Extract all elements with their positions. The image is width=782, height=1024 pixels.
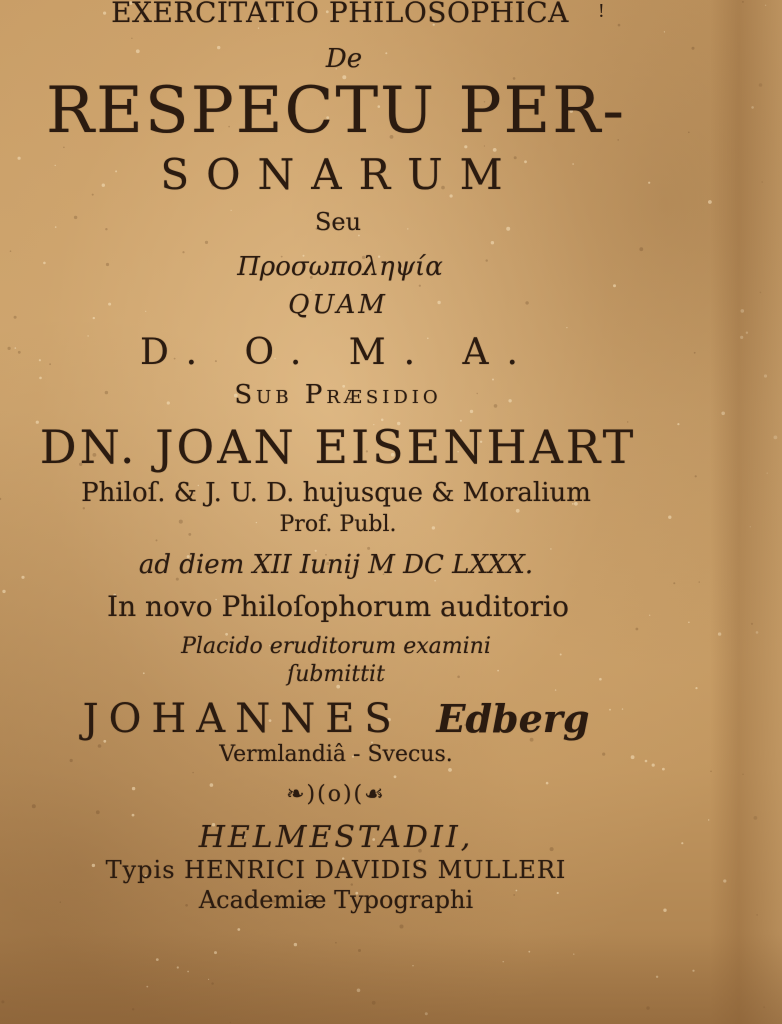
- speckle: [694, 352, 696, 354]
- speckle: [205, 241, 208, 244]
- speckle: [39, 377, 42, 380]
- speckle: [132, 814, 135, 817]
- speckle: [419, 285, 421, 287]
- exercitatio-heading: EXERCITATIO PHILOSOPHICA: [111, 0, 569, 29]
- submittit-line: ſubmittit: [287, 662, 385, 687]
- placido-line: Placido eruditorum examini: [181, 634, 491, 659]
- speckle: [192, 772, 193, 773]
- speckle: [613, 284, 616, 287]
- speckle: [156, 539, 158, 541]
- page-edge-shadow-right: [710, 0, 782, 1024]
- respondent-origin: Vermlandiâ - Svecus.: [219, 742, 453, 767]
- de-label: De: [325, 44, 363, 74]
- praeses-name: DN. JOAN EISENHART: [39, 420, 637, 474]
- praeses-titles: Philoſ. & J. U. D. hujusque & Moralium: [81, 478, 591, 508]
- margin-mark: !: [598, 0, 605, 22]
- speckle: [662, 768, 665, 771]
- speckle: [664, 31, 665, 32]
- speckle: [491, 241, 494, 244]
- speckle: [673, 582, 675, 584]
- respondent-family-name: Edberg: [436, 696, 590, 741]
- speckle: [695, 687, 697, 689]
- speckle: [394, 775, 397, 778]
- disputation-date: ad diem XII Iunij M DC LXXX.: [138, 550, 534, 580]
- quam-label: QUAM: [288, 290, 388, 320]
- speckle: [688, 622, 690, 624]
- speckle: [448, 768, 452, 772]
- prof-publ: Prof. Publ.: [279, 512, 397, 537]
- greek-term: Προσωποληψία: [237, 252, 443, 282]
- title-line-1: RESPECTU PER-: [45, 74, 627, 148]
- speckle: [434, 580, 436, 582]
- speckle: [237, 928, 240, 931]
- speckle: [555, 689, 556, 690]
- place-of-printing: HELMESTADII,: [198, 820, 474, 855]
- speckle: [400, 925, 404, 929]
- speckle: [636, 628, 639, 631]
- speckle: [639, 247, 643, 251]
- page-edge-shadow-bottom: [0, 934, 782, 1024]
- respondent-line: [0, 696, 686, 742]
- printer-title: Academiæ Typographi: [198, 886, 474, 914]
- respondent-given-name: JOHANNES: [82, 696, 402, 742]
- speckle: [688, 132, 690, 134]
- speckle: [470, 410, 473, 413]
- speckle: [699, 581, 700, 582]
- seu-label: Seu: [314, 208, 362, 236]
- printer-ornament: ❧)(o)(☙: [286, 782, 386, 807]
- auditorium-line: In novo Philoſophorum auditorio: [107, 590, 569, 623]
- speckle: [566, 327, 567, 328]
- speckle: [131, 38, 132, 39]
- speckle: [96, 810, 100, 814]
- speckle: [695, 475, 697, 477]
- doma-line: D. O. M. A.: [140, 332, 536, 373]
- title-line-2: SONARUM: [160, 150, 520, 199]
- printer-line: Typis HENRICI DAVIDIS MULLERI: [105, 856, 567, 884]
- sub-praesidio: Sub Præsidio: [234, 380, 442, 410]
